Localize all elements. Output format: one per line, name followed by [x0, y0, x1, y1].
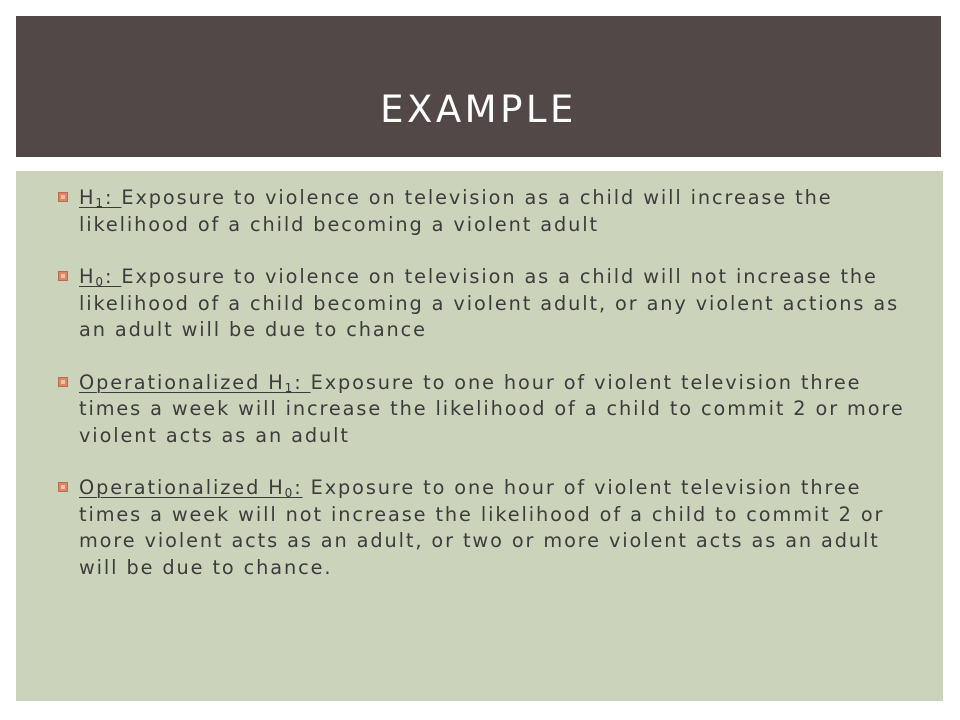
square-bullet-icon: [58, 482, 68, 492]
lead-suffix: :: [294, 370, 311, 394]
lead-subscript: 1: [95, 196, 105, 210]
lead-prefix: Operationalized H: [79, 476, 285, 499]
lead-suffix: :: [104, 186, 122, 209]
square-bullet-icon: [58, 192, 68, 202]
bullet-h0: [16, 264, 943, 344]
title-bar: [16, 16, 941, 157]
lead-prefix: Operationalized H: [79, 370, 285, 394]
square-bullet-icon: [58, 377, 68, 387]
content-panel: [16, 171, 943, 701]
bullet-lead: [79, 476, 303, 499]
bullet-text: Exposure to one hour of violent television three times a week will not increase the likelihood of a child to commit 2 or more violent acts as an adult, or two or more violent acts as an adult will be due to chance.: [79, 476, 885, 579]
lead-subscript: 0: [95, 275, 105, 289]
bullet-lead: [79, 265, 121, 288]
lead-prefix: H: [79, 186, 96, 209]
square-bullet-icon: [58, 271, 68, 281]
bullet-list: [16, 185, 943, 607]
lead-suffix: :: [104, 265, 122, 288]
bullet-operationalized-h0: [16, 475, 943, 581]
lead-suffix: :: [294, 476, 303, 499]
bullet-text: Exposure to violence on television as a child will increase the likelihood of a child becoming a violent adult: [79, 186, 833, 236]
bullet-lead: [79, 371, 311, 394]
bullet-h1: [16, 185, 943, 238]
bullet-text: Exposure to violence on television as a child will not increase the likelihood of a child becoming a violent adult, or any violent actions as an adult will be due to chance: [79, 265, 900, 341]
lead-subscript: 0: [284, 486, 295, 500]
lead-subscript: 1: [284, 380, 295, 395]
bullet-lead: [79, 186, 121, 209]
slide-title: EXAMPLE: [380, 88, 577, 131]
bullet-text: Exposure to one hour of violent television three times a week will increase the likelihood of a child to commit 2 or more violent acts as an adult: [79, 370, 905, 447]
lead-prefix: H: [79, 265, 96, 288]
bullet-operationalized-h1: [16, 370, 943, 450]
